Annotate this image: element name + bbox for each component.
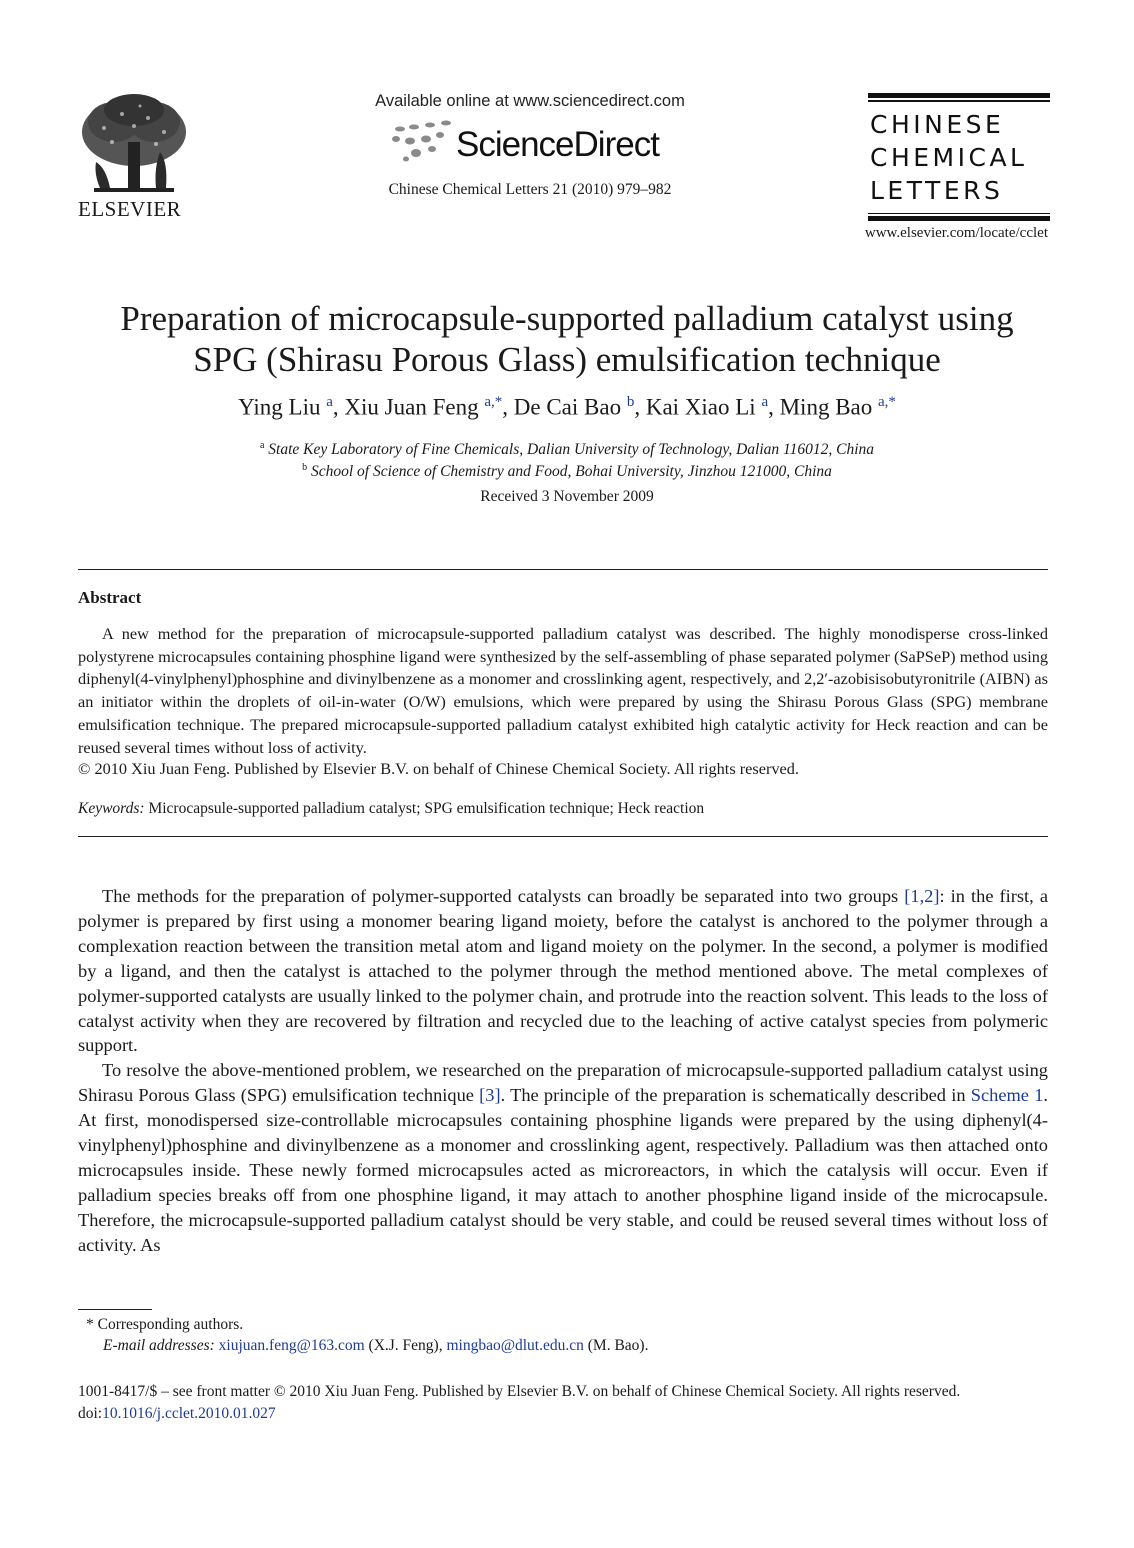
- journal-url[interactable]: www.elsevier.com/locate/cclet: [864, 225, 1048, 241]
- chinese-chemical-letters-logo: [868, 93, 1050, 221]
- affiliation-mark: b: [302, 462, 308, 473]
- abstract-top-rule: [78, 569, 1048, 570]
- doi-prefix: doi:: [78, 1405, 103, 1422]
- sciencedirect-dots-icon: [390, 119, 460, 165]
- author-name: Ying Liu: [238, 394, 321, 420]
- abstract-text: A new method for the preparation of microcapsule-supported palladium catalyst was described. The highly monodisperse cross-linked polystyrene microcapsules containing phosphine ligand were synthesized by the self-assembling of phase separated polymer (SaPSeP) method using diphenyl(4-vinylphenyl)phosphine and divinylbenzene as a monomer and crosslinking agent, respectively, and 2,2′-azobisisobutyronitrile (AIBN) as an initiator within the droplets of oil-in-water (O/W) emulsions, which were prepared by using the Shirasu Porous Glass (SPG) membrane emulsification technique. The prepared microcapsule-supported palladium catalyst exhibited high catalytic activity for Heck reaction and can be reused several times without loss of activity.: [78, 624, 1048, 757]
- keywords-label: Keywords:: [78, 800, 145, 817]
- author-separator: ,: [332, 394, 345, 420]
- author-list: [60, 394, 1074, 421]
- author-name: Xiu Juan Feng: [344, 394, 479, 420]
- email-label: E-mail addresses:: [103, 1337, 215, 1354]
- email-link[interactable]: mingbao@dlut.edu.cn: [446, 1337, 584, 1354]
- affiliation-text: School of Science of Chemistry and Food, Bohai University, Jinzhou 121000, China: [310, 463, 832, 481]
- journal-logo-line: CHEMICAL: [870, 142, 1028, 172]
- journal-logo-text: [868, 102, 1050, 211]
- journal-logo-line: LETTERS: [870, 175, 1004, 205]
- author-separator: ,: [502, 394, 514, 420]
- author-affiliation-mark[interactable]: a,*: [484, 394, 503, 410]
- logo-rule-bottom-thin: [868, 213, 1050, 215]
- scheme-link[interactable]: Scheme 1: [970, 1085, 1044, 1106]
- author-affiliation-mark[interactable]: a: [761, 394, 769, 410]
- sciencedirect-header: [330, 92, 730, 199]
- abstract-heading: Abstract: [78, 588, 142, 607]
- paragraph-text: : in the first, a polymer is prepared by first using a monomer bearing ligand moiety, before the catalyst is anchored to the polymer through a complexation reaction between the transition metal atom and ligand moiety on the polymer. In the second, a polymer is modified by a ligand, and then the catalyst is attached to the polymer through the method mentioned above. The metal complexes of polymer-supported catalysts are usually linked to the polymer chain, and protrude into the reaction solvent. This leads to the loss of catalyst activity when they are recovered by filtration and recycled due to the leaching of active catalyst species from polymeric support.: [78, 886, 1048, 1056]
- corresponding-author-note: * Corresponding authors.: [86, 1316, 244, 1333]
- body-paragraph: [78, 1058, 1048, 1257]
- paragraph-text: . The principle of the preparation is schematically described in: [500, 1085, 971, 1106]
- doi-link[interactable]: 10.1016/j.cclet.2010.01.027: [102, 1405, 276, 1422]
- email-addresses: [103, 1337, 648, 1355]
- author-name: De Cai Bao: [513, 394, 622, 420]
- elsevier-wordmark: ELSEVIER: [78, 197, 182, 221]
- paragraph-text: . At first, monodispersed size-controllable microcapsules containing phosphine ligands were prepared by the using diphenyl(4-vinylphenyl)phosphine and divinylbenzene as a monomer and crosslinking agent, respectively. Palladium was then attached onto microcapsules inside. These newly formed microcapsules acted as microreactors, in which the catalysis will occur. Even if palladium species breaks off from one phosphine ligand, it may attach to another phosphine ligand inside of the microcapsule. Therefore, the microcapsule-supported palladium catalyst should be very stable, and could be reused several times without loss of activity. As: [78, 1085, 1048, 1255]
- logo-rule-bottom: [868, 216, 1050, 221]
- author-affiliation-mark[interactable]: a,*: [878, 394, 896, 410]
- title-line: Preparation of microcapsule-supported palladium catalyst using: [120, 299, 1014, 338]
- email-owner: (M. Bao).: [583, 1337, 649, 1354]
- keywords: [78, 800, 704, 818]
- sciencedirect-logo: [330, 119, 730, 169]
- author-name: Ming Bao: [779, 394, 873, 420]
- author-separator: ,: [634, 394, 646, 420]
- affiliation-mark: a: [259, 440, 265, 451]
- affiliation: [60, 440, 1074, 459]
- affiliation-text: State Key Laboratory of Fine Chemicals, Dalian University of Technology, Dalian 116012, China: [268, 441, 875, 459]
- article-title: [60, 298, 1074, 380]
- email-owner: (X.J. Feng),: [364, 1337, 447, 1354]
- sciencedirect-wordmark: ScienceDirect: [456, 125, 659, 164]
- logo-rule-top: [868, 93, 1050, 98]
- front-matter-line: 1001-8417/$ – see front matter © 2010 Xiu Juan Feng. Published by Elsevier B.V. on behalf of Chinese Chemical Society. All rights reserved.: [78, 1383, 961, 1400]
- paragraph-text: The methods for the preparation of polymer-supported catalysts can broadly be separated into two groups: [102, 886, 905, 906]
- available-online-text: Available online at www.sciencedirect.com: [375, 92, 685, 110]
- footnote-rule: [78, 1309, 152, 1310]
- title-line: SPG (Shirasu Porous Glass) emulsification technique: [193, 340, 941, 379]
- author-name: Kai Xiao Li: [645, 394, 756, 420]
- author-affiliation-mark[interactable]: a: [326, 394, 333, 410]
- citation-link[interactable]: [3]: [479, 1085, 501, 1106]
- abstract-bottom-rule: [78, 836, 1048, 837]
- keywords-list: Microcapsule-supported palladium catalyst; SPG emulsification technique; Heck reaction: [148, 800, 705, 817]
- received-date: Received 3 November 2009: [480, 488, 654, 505]
- abstract-copyright: © 2010 Xiu Juan Feng. Published by Elsevier B.V. on behalf of Chinese Chemical Society. All rights reserved.: [78, 759, 799, 778]
- author-affiliation-mark[interactable]: b: [626, 394, 635, 410]
- body-text: [78, 884, 1048, 1258]
- journal-logo-line: CHINESE: [870, 109, 1005, 139]
- body-paragraph: [78, 884, 1048, 1058]
- affiliation: [60, 462, 1074, 481]
- paragraph-text: To resolve the above-mentioned problem, we researched on the preparation of microcapsule-supported palladium catalyst using Shirasu Porous Glass (SPG) emulsification technique: [78, 1060, 1048, 1106]
- email-link[interactable]: xiujuan.feng@163.com: [218, 1337, 365, 1354]
- journal-citation: Chinese Chemical Letters 21 (2010) 979–982: [388, 181, 672, 198]
- author-separator: ,: [768, 394, 780, 420]
- doi-line: [78, 1405, 276, 1423]
- citation-link[interactable]: [1,2]: [904, 886, 940, 906]
